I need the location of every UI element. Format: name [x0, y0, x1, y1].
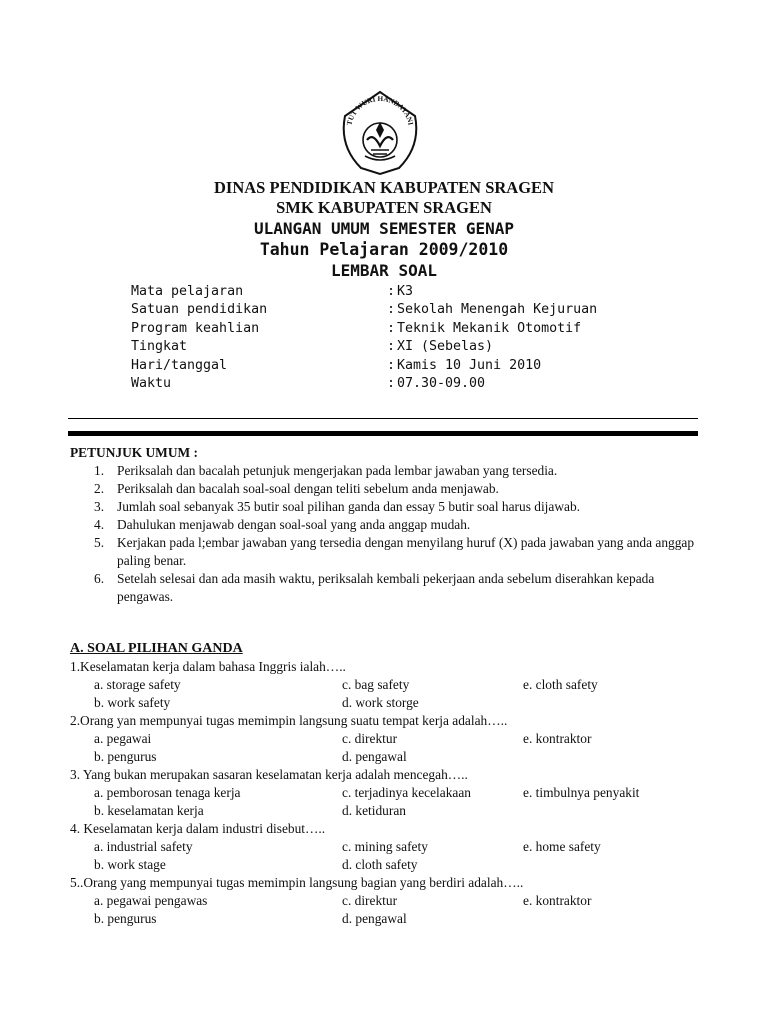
- option-a: a. storage safety: [94, 677, 181, 692]
- option-e: e. cloth safety: [523, 677, 598, 692]
- info-label: Program keahlian: [131, 320, 260, 336]
- option-b: b. pengurus: [94, 749, 157, 764]
- instruction-item: 3. Jumlah soal sebanyak 35 butir soal pilihan ganda dan essay 5 butir soal harus dijawab.: [94, 499, 580, 514]
- question-text: 4. Keselamatan kerja dalam industri disebut…..: [70, 821, 326, 836]
- info-value: Sekolah Menengah Kejuruan: [397, 302, 598, 318]
- option-d: d. pengawal: [342, 749, 407, 764]
- instruction-item: 1. Periksalah dan bacalah petunjuk mengerjakan pada lembar jawaban yang tersedia.: [94, 463, 558, 478]
- option-d: d. ketiduran: [342, 803, 406, 818]
- question-options: [70, 784, 710, 820]
- option-e: e. home safety: [523, 839, 601, 854]
- option-c: c. direktur: [342, 893, 398, 908]
- instruction-item: 4. Dahulukan menjawab dengan soal-soal yang anda anggap mudah.: [94, 517, 471, 532]
- option-b: b. keselamatan kerja: [94, 803, 204, 818]
- instructions-title: PETUNJUK UMUM :: [70, 445, 198, 460]
- info-value: K3: [397, 284, 414, 299]
- question-options: [70, 838, 710, 874]
- divider-thick: [68, 431, 698, 436]
- question-options: [70, 676, 710, 712]
- instruction-item: 2. Periksalah dan bacalah soal-soal dengan teliti sebelum anda menjawab.: [94, 481, 499, 496]
- section-title: A. SOAL PILIHAN GANDA: [70, 641, 243, 656]
- tut-wuri-handayani-logo: [337, 90, 423, 176]
- multiple-choice-section: [70, 640, 710, 928]
- option-c: c. bag safety: [342, 677, 410, 692]
- option-a: a. industrial safety: [94, 839, 193, 854]
- option-e: e. timbulnya penyakit: [523, 785, 640, 800]
- divider-thin: [68, 418, 698, 419]
- info-label: Tingkat: [131, 339, 188, 355]
- instruction-item: 6. Setelah selesai dan ada masih waktu, periksalah kembali pekerjaan anda sebelum diserahkan kepada pengawas.: [94, 571, 655, 604]
- header-academic-year: Tahun Pelajaran 2009/2010: [259, 240, 509, 259]
- instructions-list: [70, 462, 710, 606]
- svg-text:TUT WURI HANDAYANI: TUT WURI HANDAYANI: [345, 94, 415, 127]
- document-header: [0, 178, 768, 281]
- option-b: b. work stage: [94, 857, 166, 872]
- info-value: XI (Sebelas): [397, 339, 494, 355]
- option-b: b. work safety: [94, 695, 171, 710]
- exam-sheet: TUT WURI HANDAYANI DINAS PENDIDIKAN KABUPATEN SRAGEN SMK KABUPATEN SRAGEN ULANGAN UMUM SEMESTER GENAP Tahun Pelajaran 2009/2010 LEMBAR SOAL Mata pelajaran : K3 Satuan pendidikan : Sekolah Menengah Kejuruan Program keahlian : Teknik Mekanik Otomotif Tingkat : XI (Sebelas) Hari/tanggal : Kamis 10 Juni 2010 Waktu : 07.30-09.00 PETUNJUK UMUM : 1. Periksalah dan bacalah petunjuk mengerjakan pada lembar jawaban yang tersedia. 2. Periksalah dan bacalah soal-soal dengan teliti sebelum anda menjawab. 3. Jumlah soal sebanyak 35 butir soal pilihan ganda dan essay 5 butir soal harus dijawab. 4. Dahulukan menjawab dengan soal-soal yang anda anggap mudah. 5. Kerjakan pada l;embar jawaban yang tersedia dengan menyilang huruf (X) pada jawaban yang anda anggap paling benar. 6. Setelah selesai dan ada masih waktu, periksalah kembali pekerjaan anda sebelum diserahkan kepada pengawas. A. SOAL PILIHAN GANDA 1.Keselamatan kerja dalam bahasa Inggris ialah….. a. storage safety c. bag safety e. cloth safety b. work safety d. work storge 2.Orang yan mempunyai tugas memimpin langsung suatu tempat kerja adalah….. a. pegawai c. direktur e. kontraktor b. pengurus d. pengawal 3. Yang bukan merupakan sasaran keselamatan kerja adalah mencegah….. a. pemborosan tenaga kerja c. terjadinya kecelakaan e. timbulnya penyakit b. keselamatan kerja d. ketiduran 4. Keselamatan kerja dalam industri disebut….. a. industrial safety c. mining safety e. home safety b. work stage d. cloth safety 5..Orang yang mempunyai tugas memimpin langsung bagian yang berdiri adalah….. a. pegawai pengawas c. direktur e. kontraktor b. pengurus d. pengawal: [0, 0, 768, 1024]
- question-text: 1.Keselamatan kerja dalam bahasa Inggris ialah…..: [70, 659, 346, 674]
- question-text: 5..Orang yang mempunyai tugas memimpin langsung bagian yang berdiri adalah…..: [70, 875, 524, 890]
- option-e: e. kontraktor: [523, 893, 592, 908]
- option-c: c. direktur: [342, 731, 398, 746]
- option-b: b. pengurus: [94, 911, 157, 926]
- option-e: e. kontraktor: [523, 731, 592, 746]
- question-options: [70, 892, 710, 928]
- option-c: c. terjadinya kecelakaan: [342, 785, 471, 800]
- info-label: Satuan pendidikan: [131, 302, 268, 318]
- info-value: Teknik Mekanik Otomotif: [397, 320, 582, 336]
- header-school: SMK KABUPATEN SRAGEN: [276, 198, 492, 217]
- info-label: Hari/tanggal: [131, 357, 228, 373]
- info-value: Kamis 10 Juni 2010: [397, 357, 542, 373]
- header-agency: DINAS PENDIDIKAN KABUPATEN SRAGEN: [214, 178, 554, 197]
- option-a: a. pegawai pengawas: [94, 893, 208, 908]
- info-label: Mata pelajaran: [131, 284, 244, 299]
- option-d: d. cloth safety: [342, 857, 418, 872]
- option-d: d. pengawal: [342, 911, 407, 926]
- option-c: c. mining safety: [342, 839, 428, 854]
- header-exam-title: ULANGAN UMUM SEMESTER GENAP: [253, 219, 515, 238]
- question-options: [70, 730, 710, 766]
- info-value: 07.30-09.00: [397, 375, 486, 391]
- question-text: 2.Orang yan mempunyai tugas memimpin langsung suatu tempat kerja adalah…..: [70, 713, 508, 728]
- info-label: Waktu: [131, 375, 172, 391]
- option-d: d. work storge: [342, 695, 419, 710]
- instruction-item: 5. Kerjakan pada l;embar jawaban yang tersedia dengan menyilang huruf (X) pada jawaban yang anda anggap paling benar.: [94, 535, 695, 568]
- header-sheet-title: LEMBAR SOAL: [331, 261, 437, 280]
- option-a: a. pemborosan tenaga kerja: [94, 785, 241, 800]
- general-instructions: [70, 444, 710, 606]
- option-a: a. pegawai: [94, 731, 152, 746]
- question-text: 3. Yang bukan merupakan sasaran keselamatan kerja adalah mencegah…..: [70, 767, 468, 782]
